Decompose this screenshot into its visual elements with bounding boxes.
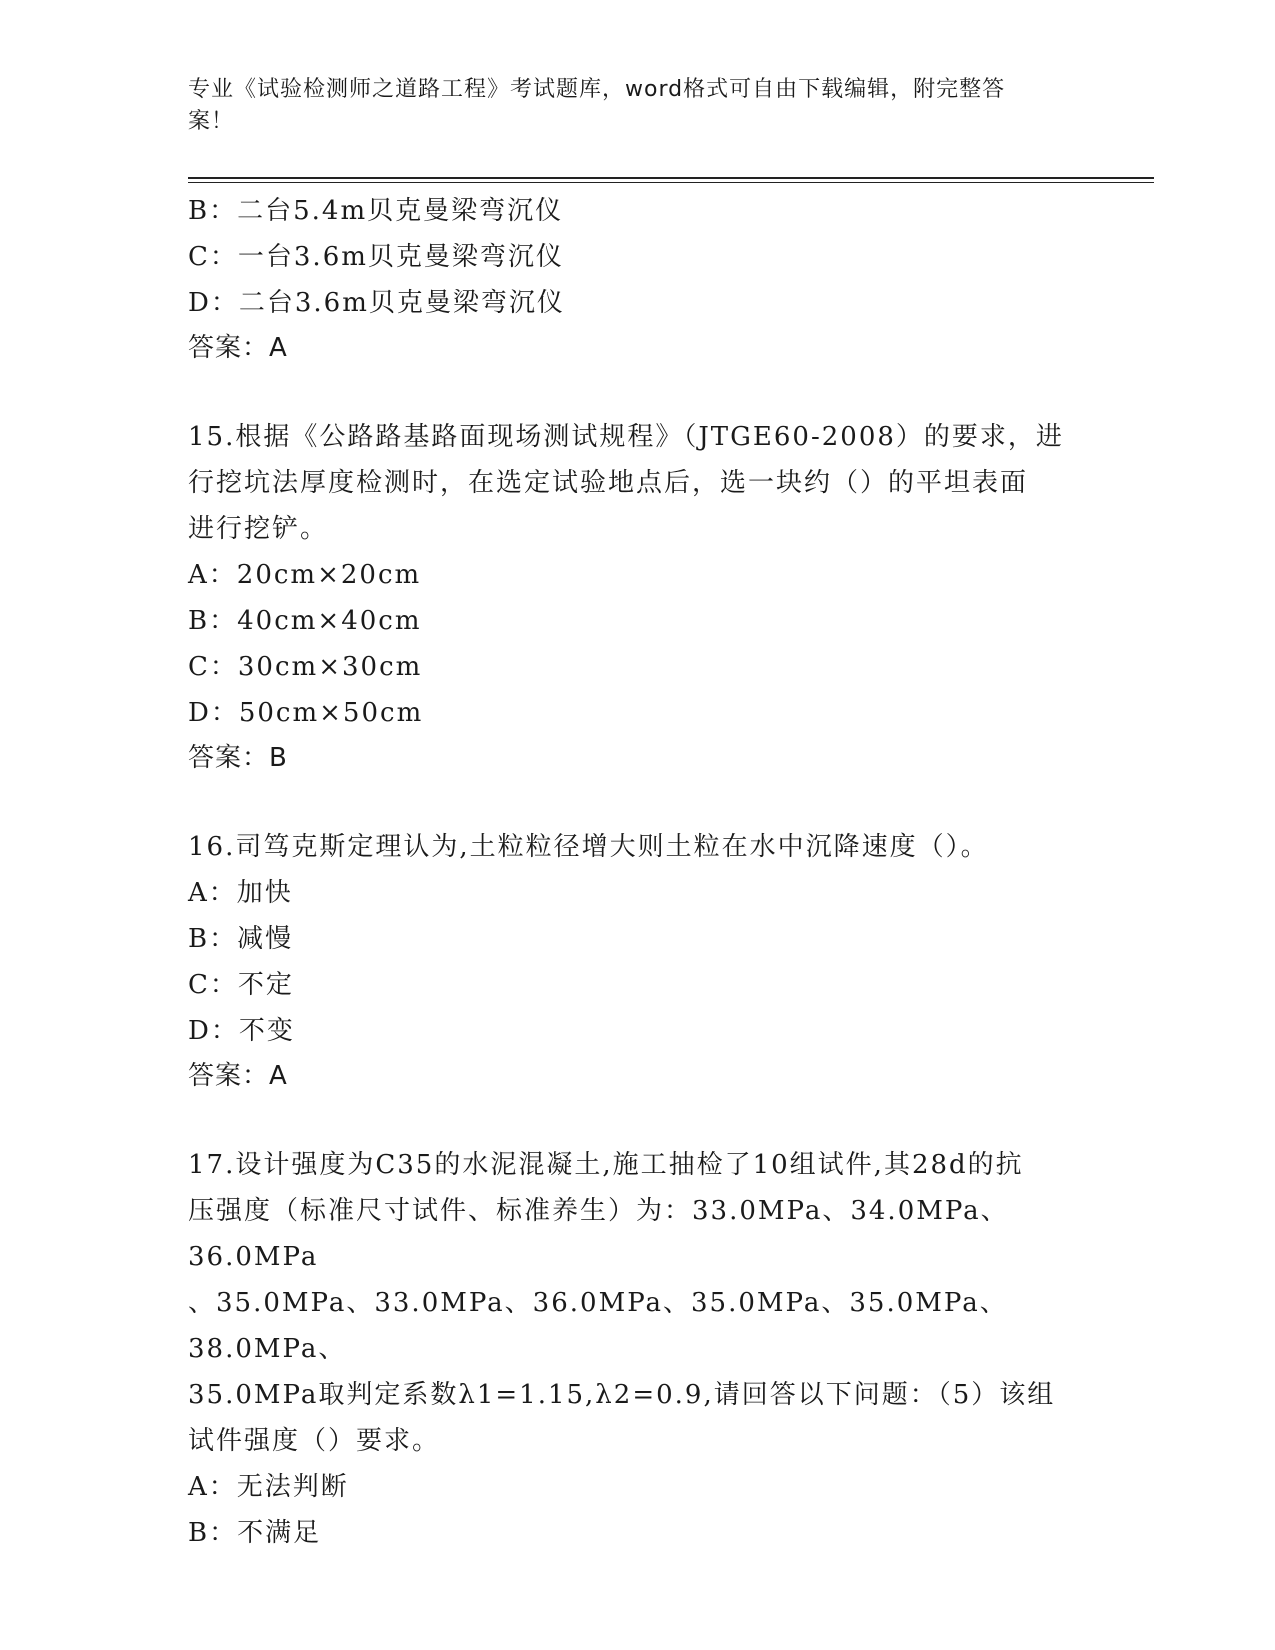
question-line: 15.根据《公路路基路面现场测试规程》（JTGE60-2008）的要求，进 — [188, 422, 1064, 452]
question-15-text — [188, 414, 1068, 552]
question-line: 、35.0MPa、33.0MPa、36.0MPa、35.0MPa、35.0MPa、38.0MPa、 — [188, 1288, 1008, 1364]
option-d: D：二台3.6m贝克曼梁弯沉仪 — [188, 288, 565, 318]
header-divider-thick — [188, 177, 1154, 179]
answer-line: 答案：A — [188, 1061, 288, 1091]
question-17-block — [188, 1142, 1068, 1556]
question-16-text — [188, 824, 1068, 870]
header-line-2: 案！ — [188, 109, 235, 134]
option-b: B：减慢 — [188, 924, 294, 954]
option-b: B：40cm×40cm — [188, 606, 422, 636]
option-c: C：30cm×30cm — [188, 652, 423, 682]
option-b: B：二台5.4m贝克曼梁弯沉仪 — [188, 196, 564, 226]
option-a: A：20cm×20cm — [188, 560, 422, 590]
question-line: 行挖坑法厚度检测时，在选定试验地点后，选一块约（）的平坦表面 — [188, 468, 1029, 498]
answer-line: 答案：A — [188, 333, 288, 363]
option-a: A：加快 — [188, 878, 293, 908]
question-line: 16.司笃克斯定理认为,土粒粒径增大则土粒在水中沉降速度（）。 — [188, 832, 989, 862]
question-line: 压强度（标准尺寸试件、标准养生）为：33.0MPa、34.0MPa、36.0MPa — [188, 1196, 1009, 1272]
question-line: 试件强度（）要求。 — [188, 1426, 441, 1456]
header-line-1: 专业《试验检测师之道路工程》考试题库，word格式可自由下载编辑，附完整答 — [188, 77, 1006, 102]
question-line: 进行挖铲。 — [188, 514, 329, 544]
option-d: D：不变 — [188, 1016, 295, 1046]
document-body — [188, 188, 1068, 1556]
answer-line: 答案：B — [188, 743, 288, 773]
option-c: C：一台3.6m贝克曼梁弯沉仪 — [188, 242, 564, 272]
question-16-block — [188, 824, 1068, 1098]
option-c: C：不定 — [188, 970, 294, 1000]
question-17-text — [188, 1142, 1068, 1464]
question-line: 17.设计强度为C35的水泥混凝土,施工抽检了10组试件,其28d的抗 — [188, 1150, 1024, 1180]
question-line: 35.0MPa取判定系数λ1=1.15,λ2=0.9,请回答以下问题：（5）该组 — [188, 1380, 1056, 1410]
option-d: D：50cm×50cm — [188, 698, 424, 728]
question-15-block — [188, 414, 1068, 780]
header-divider-thin — [188, 182, 1154, 183]
option-a: A：无法判断 — [188, 1472, 349, 1502]
document-header — [188, 74, 1068, 138]
prev-question-block — [188, 188, 1068, 370]
option-b: B：不满足 — [188, 1518, 322, 1548]
